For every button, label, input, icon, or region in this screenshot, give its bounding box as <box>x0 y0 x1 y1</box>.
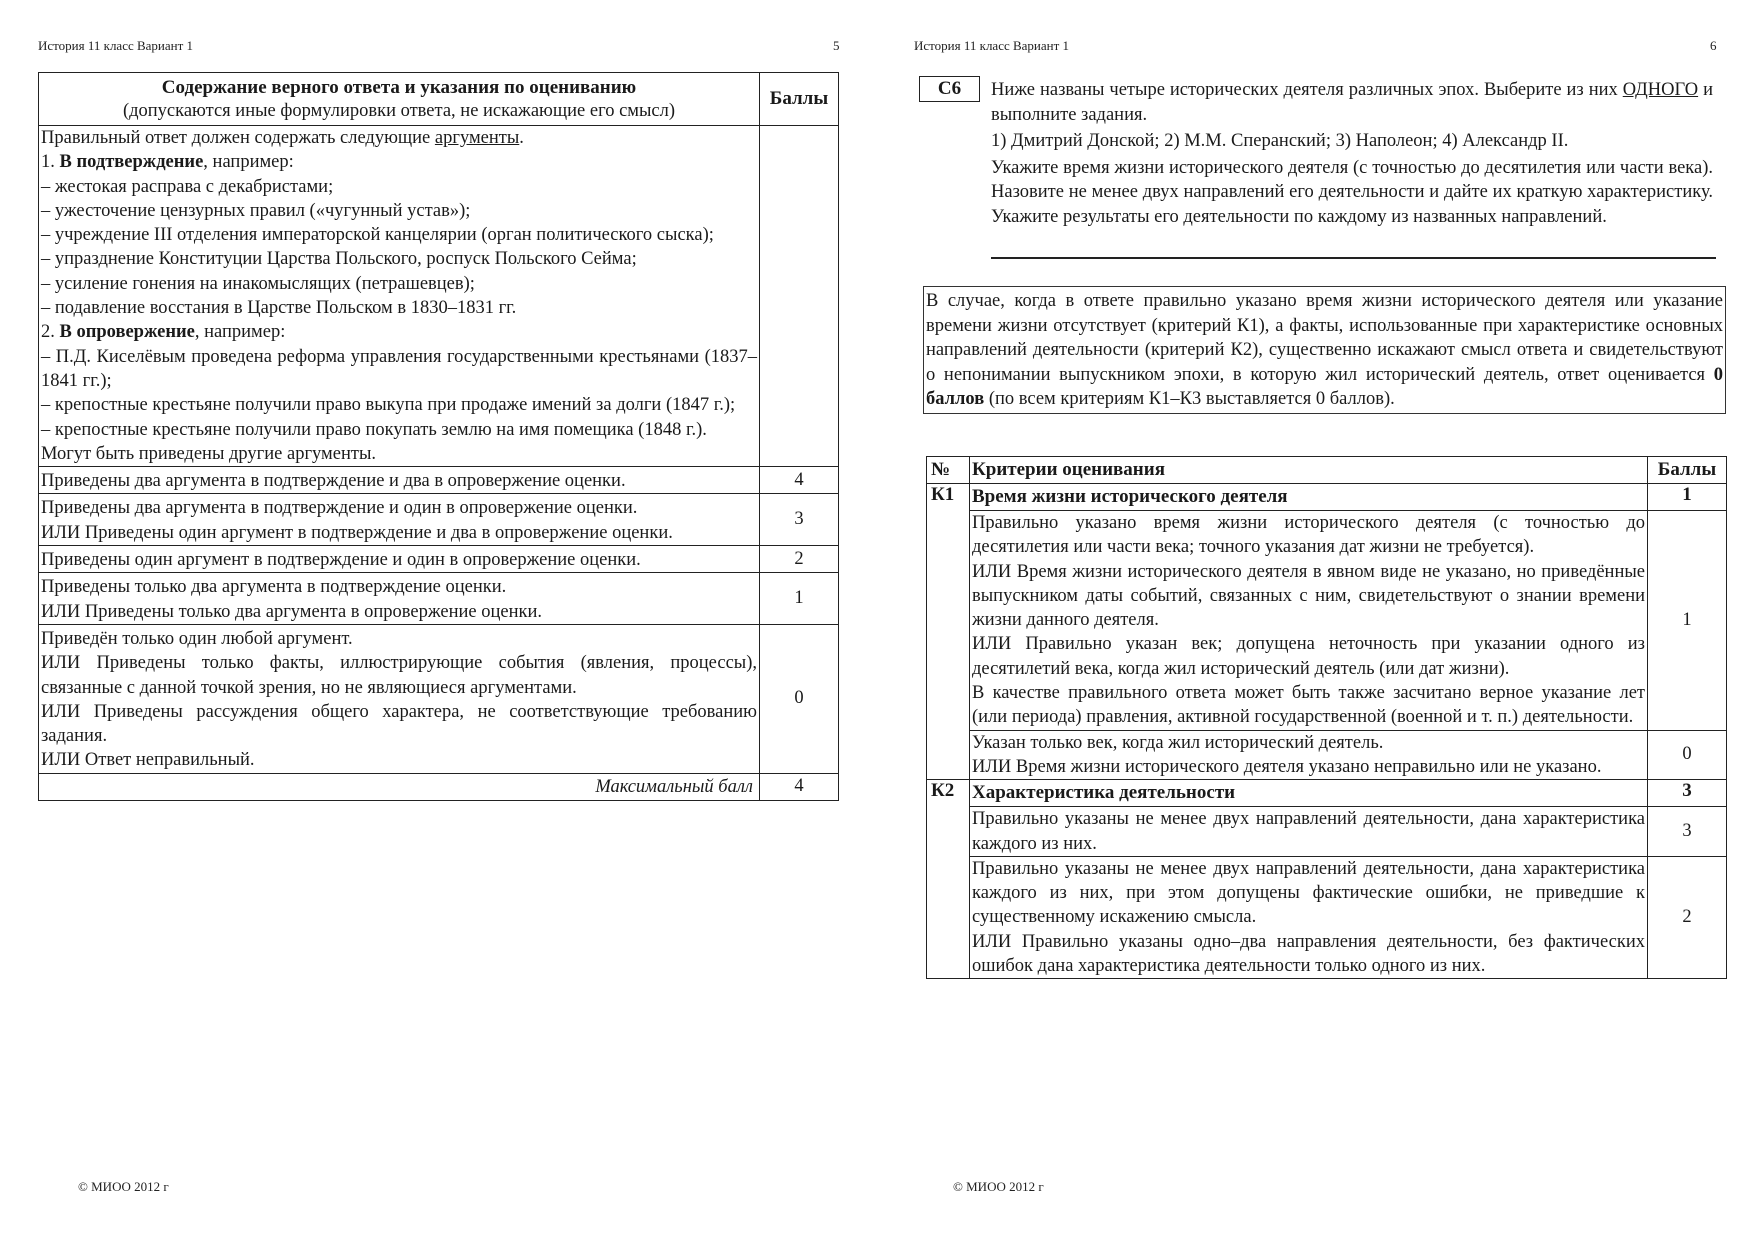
col-score: Баллы <box>1648 457 1727 484</box>
score-value: 2 <box>760 546 839 573</box>
score-value: 3 <box>760 494 839 546</box>
footer-copyright: © МИОО 2012 г <box>78 1179 169 1194</box>
k2-max: 3 <box>1648 780 1727 807</box>
list-item: – усиление гонения на инакомыслящих (петрашевцев); <box>41 273 475 294</box>
score-row-0: Приведён только один любой аргумент. ИЛИ Приведены только факты, иллюстрирующие события (явления, процессы), связанные с данной точкой зрения, но не являющиеся аргументами. ИЛИ Приведены рассуждения общего характера, не соответствующие требованию задания. ИЛИ Ответ неправильный. 0 <box>39 624 839 773</box>
content-header <box>39 73 760 126</box>
group-refute-heading: 2. В опровержение, например: <box>41 322 286 343</box>
score-row-3: Приведены два аргумента в подтверждение и один в опровержение оценки. ИЛИ Приведены один аргумент в подтверждение и два в опровержение оценки. 3 <box>39 494 839 546</box>
list-item: – крепостные крестьяне получили право покупать землю на имя помещика (1848 г.). <box>41 419 707 440</box>
max-score-label: Максимальный балл <box>39 773 760 800</box>
list-item: – учреждение III отделения императорской канцелярии (орган политического сыска); <box>41 225 714 246</box>
k1-row-0: Указан только век, когда жил исторический деятель. ИЛИ Время жизни исторического деятеля указано неправильно или не указано. 0 <box>927 730 1727 780</box>
k2-title: Характеристика деятельности <box>970 780 1648 807</box>
running-head: История 11 класс Вариант 1 <box>38 38 194 53</box>
criteria-header-row <box>927 457 1727 484</box>
answer-content-row <box>39 126 839 467</box>
list-item: – упразднение Конституции Царства Польского, роспуск Польского Сейма; <box>41 249 637 270</box>
score-row-1: Приведены только два аргумента в подтверждение оценки. ИЛИ Приведены только два аргумента в опровержение оценки. 1 <box>39 573 839 625</box>
score-header: Баллы <box>760 73 839 126</box>
answer-intro: Правильный ответ должен содержать следующие аргументы. <box>41 128 524 148</box>
list-item: – крепостные крестьяне получили право выкупа при продаже имений за долги (1847 г.); <box>41 395 736 416</box>
score-value: 0 <box>1648 730 1727 780</box>
k2-num: К2 <box>927 780 970 979</box>
one-underlined: ОДНОГО <box>1622 80 1699 100</box>
k2-row-3: Правильно указаны не менее двух направлений деятельности, дана характеристика каждого из них. 3 <box>927 807 1727 857</box>
running-head: История 11 класс Вариант 1 <box>914 38 1070 53</box>
zero-points: 0 баллов <box>926 364 1723 409</box>
list-item: – жестокая расправа с декабристами; <box>41 176 334 197</box>
score-value: 1 <box>1648 511 1727 731</box>
task-options: 1) Дмитрий Донской; 2) М.М. Сперанский; 3) Наполеон; 4) Александр II. <box>991 131 1569 151</box>
arguments-underlined: аргументы <box>434 128 520 148</box>
score-row-2: Приведены один аргумент в подтверждение и один в опровержение оценки. 2 <box>39 546 839 573</box>
grading-note-box: В случае, когда в ответе правильно указано время жизни исторического деятеля или указание времени жизни отсутствует (критерий К1), а факты, использованные при характеристике основных направлений деятельности (критерий К2), существенно искажают смысл ответа и свидетельствуют о непонимании выпускником эпохи, в которую жил исторический деятель, ответ оценивается 0 баллов (по всем критериям К1–К3 выставляется 0 баллов). <box>923 286 1726 414</box>
score-value: 0 <box>760 624 839 773</box>
group-confirm-heading: 1. В подтверждение, например: <box>41 152 294 173</box>
score-value: 2 <box>1648 856 1727 978</box>
score-row-4: Приведены два аргумента в подтверждение и два в опровержение оценки. 4 <box>39 467 839 494</box>
col-criteria: Критерии оценивания <box>970 457 1648 484</box>
k1-title: Время жизни исторического деятеля <box>970 484 1648 511</box>
col-num: № <box>927 457 970 484</box>
task-instruction: Укажите время жизни исторического деятеля (с точностью до десятилетия или части века). Назовите не менее двух направлений его деятельности и дайте их краткую характеристику. Укажите результаты его деятельности по каждому из названных направлений. <box>991 157 1713 227</box>
list-item: – П.Д. Киселёвым проведена реформа управления государственными крестьянами (1837–1841 гг.); <box>41 346 757 391</box>
divider <box>991 257 1716 259</box>
task-intro: Ниже названы четыре исторических деятеля различных эпох. Выберите из них ОДНОГО и выполните задания. <box>991 80 1713 125</box>
task-text <box>991 78 1713 229</box>
score-value: 4 <box>760 467 839 494</box>
footer-copyright: © МИОО 2012 г <box>953 1179 1044 1194</box>
k1-num: К1 <box>927 484 970 780</box>
criteria-table <box>926 456 1727 979</box>
k2-title-row <box>927 780 1727 807</box>
header-title: Содержание верного ответа и указания по оцениванию <box>161 77 637 98</box>
page-number: 6 <box>1710 38 1717 53</box>
k1-row-1: Правильно указано время жизни исторического деятеля (с точностью до десятилетия или части века; точного указания дат жизни не требуется). ИЛИ Время жизни исторического деятеля в явном виде не указано, но приведённые выпускником даты событий, связанных с ним, свидетельствуют о знании времени жизни данного деятеля. ИЛИ Правильно указан век; допущена неточность при указании одного из десятилетий века, когда жил исторический деятель (или дат жизни). В качестве правильного ответа может быть также засчитано верное указание лет (или периода) правления, активной государственной (военной и т. п.) деятельности. 1 <box>927 511 1727 731</box>
score-value: 1 <box>760 573 839 625</box>
k1-max: 1 <box>1648 484 1727 511</box>
list-item: – ужесточение цензурных правил («чугунный устав»); <box>41 200 471 221</box>
answer-content <box>39 126 760 467</box>
score-value: 3 <box>1648 807 1727 857</box>
k1-title-row <box>927 484 1727 511</box>
task-id-badge: С6 <box>919 76 980 102</box>
page-number: 5 <box>833 38 840 53</box>
empty-score-cell <box>760 126 839 467</box>
header-subtitle: (допускаются иные формулировки ответа, не искажающие его смысл) <box>122 101 676 121</box>
table-header-row <box>39 73 839 126</box>
max-score-row <box>39 773 839 800</box>
list-item: – подавление восстания в Царстве Польском в 1830–1831 гг. <box>41 298 517 319</box>
answer-criteria-table <box>38 72 839 801</box>
max-score-value: 4 <box>760 773 839 800</box>
answer-outro: Могут быть приведены другие аргументы. <box>41 443 377 464</box>
k2-row-2: Правильно указаны не менее двух направлений деятельности, дана характеристика каждого из них, при этом допущены фактические ошибки, не приведшие к существенному искажению смысла. ИЛИ Правильно указаны одно–два направления деятельности, без фактических ошибок дана характеристика деятельности только одного из них. 2 <box>927 856 1727 978</box>
